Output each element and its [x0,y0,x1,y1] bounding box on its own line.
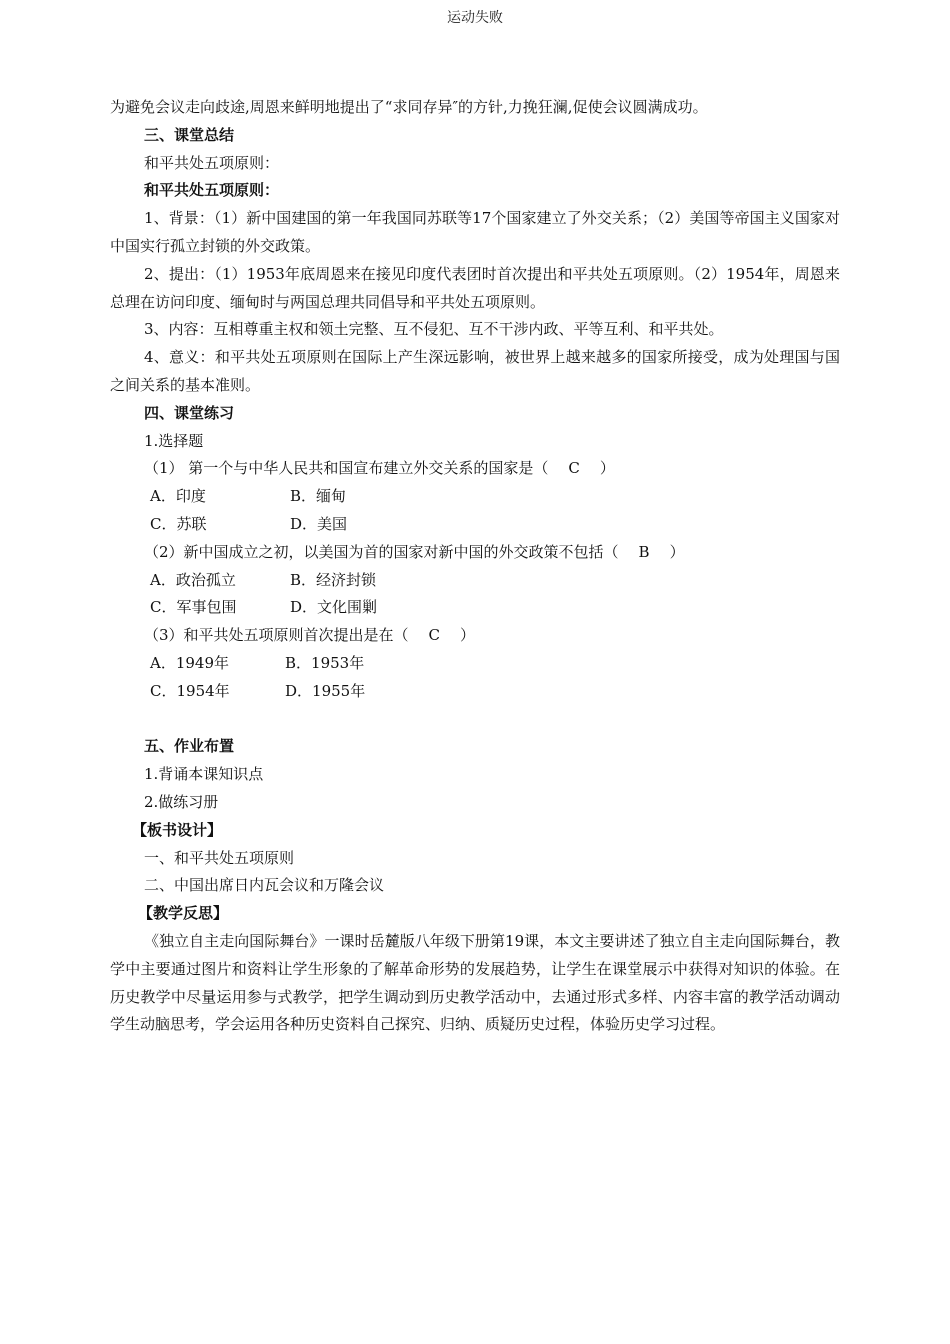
answer-2: B [638,542,650,561]
homework-item: 2.做练习册 [144,792,219,811]
question-1: （1） 第一个与中华人民共和国宣布建立外交关系的国家是（ C ） [144,459,615,478]
option: D．美国 [290,514,348,533]
intro-text: 为避免会议走向歧途,周恩来鲜明地提出了“求同存异″的方针,力挽狂澜,促使会议圆满成功。 [110,98,708,116]
proposal-paragraph: 2、提出：（1）1953年底周恩来在接见印度代表团时首次提出和平共处五项原则。（2）1954年，周恩来总理在访问印度、缅甸时与两国总理共同倡导和平共处五项原则。 [110,264,840,311]
subheading: 和平共处五项原则： [144,153,280,172]
options-row [110,511,840,539]
option: A．印度 [150,487,206,506]
page-header: 运动失败 [447,10,503,26]
answer-3: C [428,626,441,645]
question-2: （2）新中国成立之初，以美国为首的国家对新中国的外交政策不包括（ B ） [144,542,685,561]
section-title-practice: 四、课堂练习 [144,403,235,422]
answer-1: C [568,459,580,478]
option: A．政治孤立 [150,570,236,589]
option: B．1953年 [285,653,365,672]
option: D．1955年 [285,681,366,700]
option: C．军事包围 [150,598,237,617]
options-row [110,650,840,678]
option: A．1949年 [150,653,230,672]
board-design-title: 【板书设计】 [132,820,223,839]
options-row [110,567,840,595]
option: D．文化围剿 [290,598,378,617]
option: B．经济封锁 [290,570,377,589]
options-row [110,678,840,706]
subheading-bold: 和平共处五项原则： [144,181,280,200]
document-body [110,94,840,1039]
section-title-homework: 五、作业布置 [144,737,235,756]
question-3: （3）和平共处五项原则首次提出是在（ C ） [144,626,476,645]
option: C．苏联 [150,514,207,533]
reflection-paragraph: 《独立自主走向国际舞台》一课时岳麓版八年级下册第19课，本文主要讲述了独立自主走向国际舞台，教学中主要通过图片和资料让学生形象的了解革命形势的发展趋势，让学生在课堂展示中获得对知识的体验。在历史教学中尽量运用参与式教学，把学生调动到历史教学活动中，去通过形式多样、内容丰富的教学活动调动学生动脑思考，学会运用各种历史资料自己探究、归纳、质疑历史过程，体验历史学习过程。 [110,931,840,1034]
board-item: 一、和平共处五项原则 [144,848,295,867]
options-row [110,483,840,511]
options-row [110,594,840,622]
section-title-summary: 三、课堂总结 [144,125,235,144]
spacer [110,706,840,734]
question-type: 1.选择题 [144,431,204,450]
content-paragraph: 3、内容：互相尊重主权和领土完整、互不侵犯、互不干涉内政、平等互利、和平共处。 [144,320,724,339]
board-item: 二、中国出席日内瓦会议和万隆会议 [144,876,385,895]
reflection-title: 【教学反思】 [138,904,229,923]
homework-item: 1.背诵本课知识点 [144,765,264,784]
background-paragraph: 1、背景：（1）新中国建国的第一年我国同苏联等17个国家建立了外交关系；（2）美国等帝国主义国家对中国实行孤立封锁的外交政策。 [110,209,840,255]
significance-paragraph: 4、意义：和平共处五项原则在国际上产生深远影响，被世界上越来越多的国家所接受，成为处理国与国之间关系的基本准则。 [110,348,840,394]
option: B．缅甸 [290,487,347,506]
option: C．1954年 [150,681,230,700]
